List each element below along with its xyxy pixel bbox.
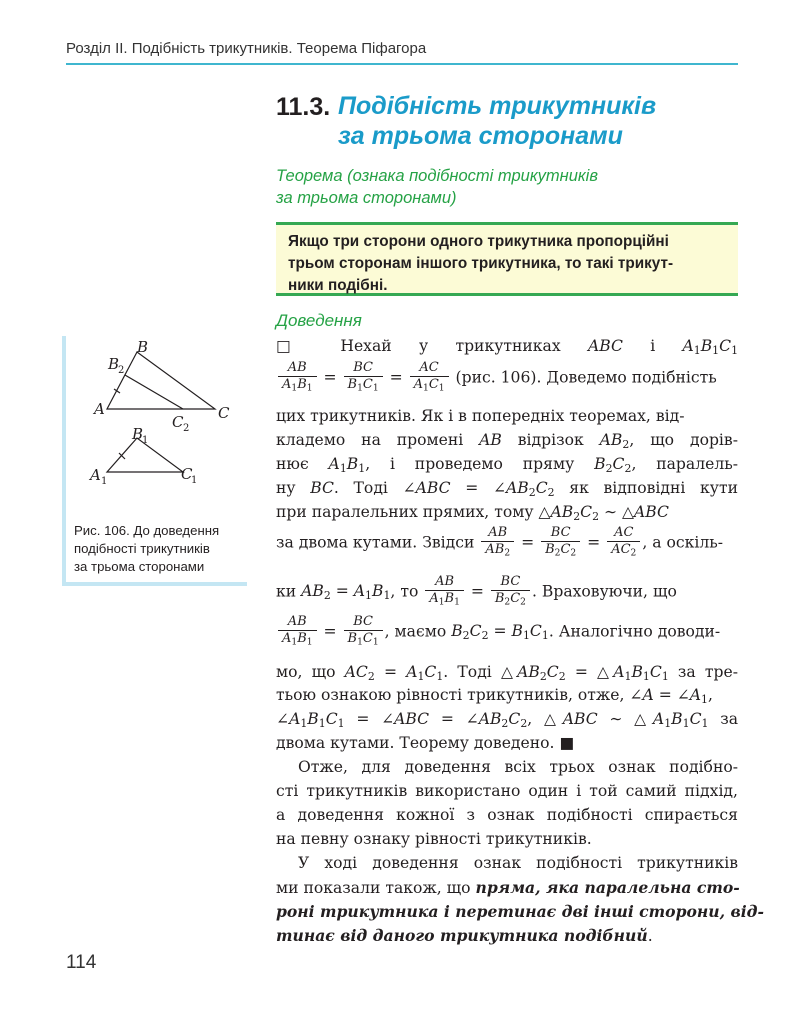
theorem-heading <box>276 165 598 209</box>
label-c2-sub: 2 <box>183 423 190 434</box>
theorem-box <box>276 222 738 296</box>
label-b2-sub: 2 <box>118 365 125 376</box>
label-b1: B <box>132 425 144 443</box>
proof-line-8: за двома кутами. Звідси $\frac{AB}{AB_2}$ = $\frac{BC}{B_2C_2}$ = $\frac{AC}{AC_2}$ , а оскіль- <box>276 525 723 562</box>
figure-sidebar-bar <box>62 336 66 586</box>
segment-b2c2 <box>125 375 183 409</box>
theorem-line2: трьом сторонам іншого трикутника, то такі трикут- <box>288 255 674 272</box>
label-b2: B <box>108 355 120 373</box>
figure-sidebar-rule <box>62 582 247 586</box>
proof-line-14: двома кутами. Теорему доведено. ■ <box>276 734 575 752</box>
fraction: $\frac{BC}{B_1C_1}$ <box>344 360 383 397</box>
label-c1: C <box>181 465 193 483</box>
fraction: $\frac{BC}{B_1C_1}$ <box>344 614 383 651</box>
label-c2: C <box>172 413 184 431</box>
label-a1-sub: 1 <box>101 476 108 487</box>
section-title-line1: Подібність трикутників <box>338 92 657 120</box>
fraction: $\frac{BC}{B_2C_2}$ <box>541 525 580 562</box>
proof-line-11: мо, що $AC_2 = A_1C_1$. Тоді $\triangle AB_2C_2$ = $\triangle A_1B_1C_1$ за тре- <box>276 663 738 684</box>
theorem-heading-line2: за трьома сторонами) <box>276 189 457 207</box>
proof-line-12: тьою ознакою рівності трикутників, отже, ∠A = $\angle A_1$, <box>276 686 713 707</box>
theorem-line3: ники подібні. <box>288 277 388 294</box>
proof-line-1: □ Нехай у трикутниках ABC і $A_1B_1C_1$ <box>276 337 739 358</box>
proof-line-2: $\frac{AB}{A_1B_1}$ = $\frac{BC}{B_1C_1}$ = $\frac{AC}{A_1C_1}$ (рис. 106). Доведемо подібність <box>276 360 717 397</box>
header-rule <box>66 63 738 65</box>
fraction: $\frac{AC}{A_1C_1}$ <box>410 360 449 397</box>
section-number: 11.3. <box>276 93 331 121</box>
paragraph-2-line-3: роні трикутника і перетинає дві інші сторони, від- <box>276 902 764 921</box>
caption-line2: подібності трикутників <box>74 541 210 556</box>
fraction: $\frac{AB}{AB_2}$ <box>481 525 514 562</box>
figure-caption <box>74 522 254 576</box>
caption-line3: за трьома сторонами <box>74 559 205 574</box>
label-b: B <box>137 338 149 356</box>
fraction: $\frac{AB}{A_1B_1}$ <box>278 614 317 651</box>
triangle-abc <box>107 352 215 409</box>
proof-line-4: кладемо на промені AB відрізок $AB_2$, що дорів- <box>276 431 738 452</box>
running-header: Розділ II. Подібність трикутників. Теорема Піфагора <box>66 40 427 57</box>
figure-106 <box>80 332 250 502</box>
label-a: A <box>94 400 105 418</box>
fraction: $\frac{BC}{B_2C_2}$ <box>491 574 530 611</box>
paragraph-1-line-3: а доведення кожної з ознак подібності спирається <box>276 806 738 824</box>
proof-line-10: $\frac{AB}{A_1B_1}$ = $\frac{BC}{B_1C_1}$ , маємо $B_2C_2 = B_1C_1$. Аналогічно доводи- <box>276 614 720 651</box>
proof-start-square: □ <box>276 337 314 355</box>
theorem-statement <box>288 231 728 297</box>
fraction: $\frac{AB}{A_1B_1}$ <box>425 574 464 611</box>
page-number: 114 <box>66 952 97 973</box>
paragraph-1-line-2: сті трикутників використано один і той самий підхід, <box>276 782 738 800</box>
fraction: $\frac{AB}{A_1B_1}$ <box>278 360 317 397</box>
proof-line-3: цих трикутників. Як і в попередніх теоремах, від- <box>276 407 685 425</box>
proof-end-square: ■ <box>559 734 575 752</box>
section-title <box>338 91 656 151</box>
paragraph-2-line-2: ми показали також, що пряма, яка паралельна сто- <box>276 878 740 897</box>
proof-heading: Доведення <box>276 311 362 330</box>
fraction: $\frac{AC}{AC_2}$ <box>607 525 640 562</box>
label-c: C <box>218 404 230 422</box>
caption-line1: Рис. 106. До доведення <box>74 523 220 538</box>
proof-line-6: ну BC. Тоді ∠ABC = $\angle AB_2C_2$ як відповідні кути <box>276 479 738 500</box>
section-title-line2: за трьома сторонами <box>338 122 623 150</box>
paragraph-2-line-4: тинає від даного трикутника подібний. <box>276 926 653 945</box>
proof-line-13: $\angle A_1B_1C_1$ = ∠ABC = $\angle AB_2C_2$, △ABC ∼ $\triangle A_1B_1C_1$ за <box>276 710 738 731</box>
theorem-line1: Якщо три сторони одного трикутника пропорційні <box>288 233 669 250</box>
paragraph-1-line-4: на певну ознаку рівності трикутників. <box>276 830 592 848</box>
proof-line-5: нює $A_1B_1$, і проведемо пряму $B_2C_2$, паралель- <box>276 455 738 476</box>
proof-line-7: при паралельних прямих, тому $\triangle AB_2C_2$ ∼ △ABC <box>276 503 669 524</box>
paragraph-1-line-1: Отже, для доведення всіх трьох ознак подібно- <box>298 758 738 776</box>
label-c1-sub: 1 <box>191 475 198 486</box>
theorem-heading-line1: Теорема (ознака подібності трикутників <box>276 167 598 185</box>
label-b1-sub: 1 <box>142 435 149 446</box>
label-a1: A <box>90 466 101 484</box>
proof-line-9: ки $AB_2 = A_1B_1$, то $\frac{AB}{A_1B_1}$ = $\frac{BC}{B_2C_2}$ . Враховуючи, що <box>276 574 677 611</box>
paragraph-2-line-1: У ході доведення ознак подібності трикутників <box>298 854 738 872</box>
